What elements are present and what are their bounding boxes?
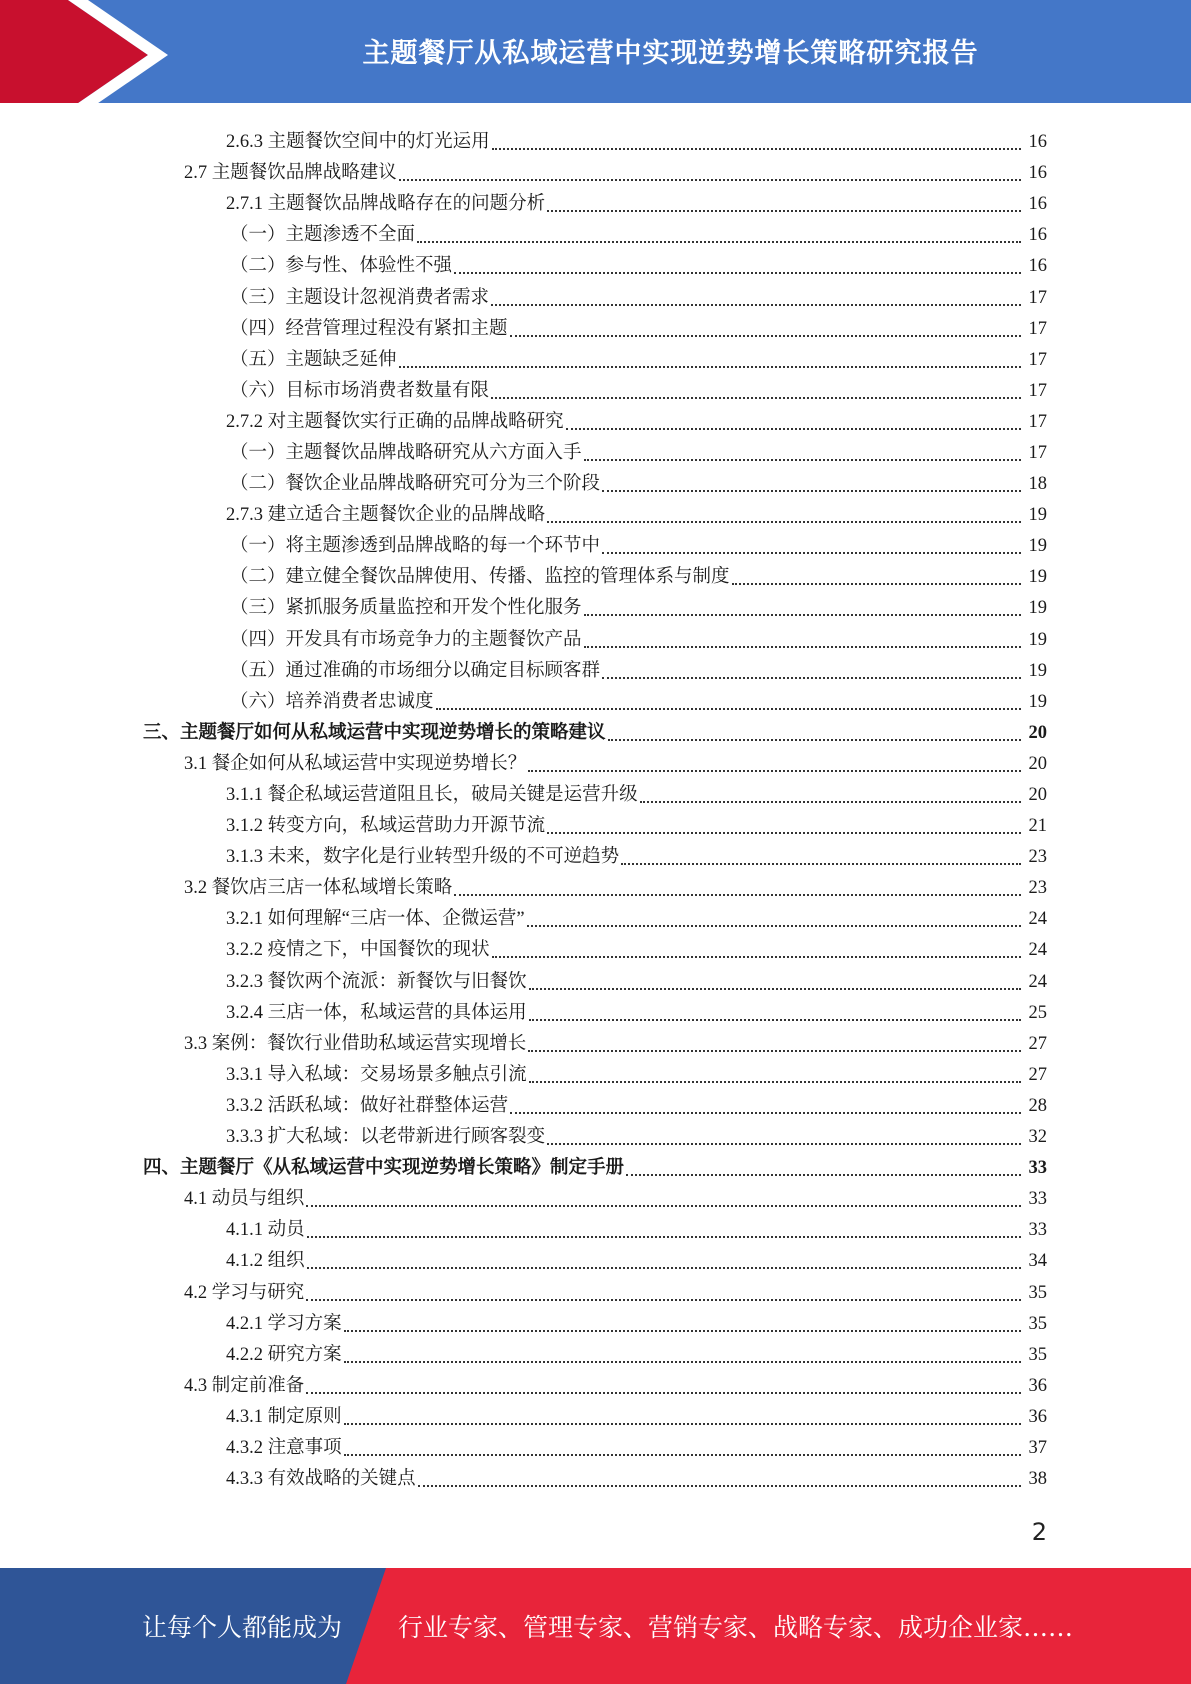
toc-entry-title: 2.7.1 主题餐饮品牌战略存在的问题分析 (226, 194, 546, 215)
toc-entry-title: 3.1.3 未来，数字化是行业转型升级的不可逆趋势 (226, 847, 620, 868)
toc-entry[interactable] (0, 656, 1191, 687)
toc-entry[interactable] (0, 158, 1191, 189)
toc-entry-page: 21 (1028, 816, 1047, 837)
toc-dot-leader (492, 955, 1021, 958)
toc-entry-title: （四）开发具有市场竞争力的主题餐饮产品 (230, 629, 582, 650)
toc-entry[interactable] (0, 1029, 1191, 1060)
toc-entry[interactable] (0, 967, 1191, 998)
toc-dot-leader (584, 458, 1021, 461)
toc-entry-title: 2.7.2 对主题餐饮实行正确的品牌战略研究 (226, 411, 564, 432)
toc-entry-title: （一）主题渗透不全面 (230, 225, 416, 246)
toc-dot-leader (306, 1391, 1021, 1394)
toc-entry-title: 3.3.2 活跃私域：做好社群整体运营 (226, 1095, 509, 1116)
toc-dot-leader (584, 645, 1021, 648)
toc-entry-page: 36 (1028, 1406, 1047, 1427)
toc-entry[interactable] (0, 220, 1191, 251)
toc-entry-title: （三）紧抓服务质量监控和开发个性化服务 (230, 598, 582, 619)
toc-entry-page: 17 (1028, 442, 1047, 463)
toc-dot-leader (626, 1173, 1021, 1176)
toc-entry-page: 20 (1028, 753, 1047, 774)
toc-entry-title: 3.2 餐饮店三店一体私域增长策略 (184, 878, 453, 899)
toc-entry-page: 32 (1028, 1127, 1047, 1148)
toc-entry[interactable] (0, 314, 1191, 345)
toc-entry-page: 18 (1028, 474, 1047, 495)
toc-entry[interactable] (0, 1122, 1191, 1153)
toc-entry-page: 16 (1028, 194, 1047, 215)
toc-dot-leader (454, 893, 1021, 896)
toc-entry[interactable] (0, 625, 1191, 656)
toc-entry-page: 23 (1028, 847, 1047, 868)
toc-entry-page: 35 (1028, 1313, 1047, 1334)
toc-entry[interactable] (0, 904, 1191, 935)
toc-entry-page: 27 (1028, 1033, 1047, 1054)
toc-entry-page: 24 (1028, 971, 1047, 992)
toc-entry-title: （五）主题缺乏延伸 (230, 349, 397, 370)
toc-entry-title: 4.1.2 组织 (226, 1251, 305, 1272)
toc-entry-page: 19 (1028, 567, 1047, 588)
toc-dot-leader (344, 1422, 1021, 1425)
toc-dot-leader (491, 303, 1021, 306)
toc-entry-title: 4.1 动员与组织 (184, 1189, 305, 1210)
page-number: 2 (1031, 1518, 1047, 1546)
page-footer (0, 1568, 1191, 1684)
toc-dot-leader (307, 1235, 1021, 1238)
toc-entry[interactable] (0, 593, 1191, 624)
toc-entry[interactable] (0, 1091, 1191, 1122)
toc-entry-title: 4.3.1 制定原则 (226, 1406, 342, 1427)
toc-entry[interactable] (0, 562, 1191, 593)
table-of-contents (0, 127, 1191, 1495)
toc-entry[interactable] (0, 345, 1191, 376)
toc-entry-title: 4.2.2 研究方案 (226, 1344, 342, 1365)
toc-entry-page: 17 (1028, 287, 1047, 308)
document-title: 主题餐厅从私域运营中实现逆势增长策略研究报告 (362, 37, 979, 69)
toc-entry-page: 36 (1028, 1375, 1047, 1396)
toc-dot-leader (528, 769, 1021, 772)
toc-dot-leader (417, 240, 1021, 243)
toc-dot-leader (602, 551, 1021, 554)
toc-entry[interactable] (0, 1215, 1191, 1246)
toc-entry[interactable] (0, 1464, 1191, 1495)
toc-entry-title: （五）通过准确的市场细分以确定目标顾客群 (230, 660, 601, 681)
toc-entry[interactable] (0, 127, 1191, 158)
toc-entry-title: 3.2.1 如何理解“三店一体、企微运营” (226, 909, 525, 930)
toc-entry-page: 27 (1028, 1064, 1047, 1085)
toc-entry[interactable] (0, 811, 1191, 842)
toc-entry-title: 3.2.4 三店一体，私域运营的具体运用 (226, 1002, 527, 1023)
toc-entry-title: （二）参与性、体验性不强 (230, 256, 453, 277)
toc-entry[interactable] (0, 531, 1191, 562)
toc-dot-leader (608, 738, 1021, 741)
toc-dot-leader (547, 520, 1021, 523)
toc-dot-leader (399, 178, 1021, 181)
toc-entry-page: 16 (1028, 256, 1047, 277)
toc-dot-leader (547, 831, 1021, 834)
toc-dot-leader (454, 271, 1021, 274)
toc-entry[interactable] (0, 376, 1191, 407)
toc-entry-title: 3.1.2 转变方向，私域运营助力开源节流 (226, 816, 546, 837)
toc-dot-leader (307, 1266, 1021, 1269)
toc-dot-leader (436, 707, 1021, 710)
toc-entry[interactable] (0, 998, 1191, 1029)
toc-dot-leader (510, 334, 1021, 337)
toc-dot-leader (584, 613, 1021, 616)
toc-entry-page: 17 (1028, 411, 1047, 432)
toc-entry-title: 4.3.3 有效战略的关键点 (226, 1469, 416, 1490)
toc-entry[interactable] (0, 842, 1191, 873)
toc-entry-page: 33 (1028, 1158, 1047, 1179)
toc-entry-page: 19 (1028, 691, 1047, 712)
toc-entry-page: 19 (1028, 505, 1047, 526)
toc-entry-title: 2.6.3 主题餐饮空间中的灯光运用 (226, 132, 490, 153)
toc-entry-title: （六）目标市场消费者数量有限 (230, 380, 490, 401)
toc-entry[interactable] (0, 1402, 1191, 1433)
toc-dot-leader (306, 1298, 1021, 1301)
toc-dot-leader (528, 1049, 1021, 1052)
toc-entry-page: 16 (1028, 132, 1047, 153)
toc-entry[interactable] (0, 407, 1191, 438)
toc-entry[interactable] (0, 1060, 1191, 1091)
toc-dot-leader (602, 676, 1021, 679)
toc-dot-leader (344, 1360, 1021, 1363)
toc-entry[interactable] (0, 469, 1191, 500)
toc-dot-leader (529, 1080, 1021, 1083)
toc-entry-title: （二）建立健全餐饮品牌使用、传播、监控的管理体系与制度 (230, 567, 730, 588)
footer-slogan-left: 让每个人都能成为 (142, 1613, 343, 1642)
toc-entry-page: 23 (1028, 878, 1047, 899)
toc-entry-page: 17 (1028, 318, 1047, 339)
toc-entry-page: 19 (1028, 629, 1047, 650)
toc-entry[interactable] (0, 500, 1191, 531)
toc-dot-leader (344, 1329, 1021, 1332)
toc-entry-page: 17 (1028, 349, 1047, 370)
toc-dot-leader (418, 1484, 1021, 1487)
toc-entry-page: 20 (1028, 722, 1047, 743)
toc-entry-page: 20 (1028, 785, 1047, 806)
toc-entry-page: 19 (1028, 598, 1047, 619)
toc-entry-title: 2.7.3 建立适合主题餐饮企业的品牌战略 (226, 505, 546, 526)
toc-dot-leader (491, 396, 1021, 399)
toc-entry[interactable] (0, 780, 1191, 811)
toc-entry-page: 19 (1028, 536, 1047, 557)
footer-slogan-right: 行业专家、管理专家、营销专家、战略专家、成功企业家…… (398, 1613, 1074, 1642)
toc-entry[interactable] (0, 1433, 1191, 1464)
toc-dot-leader (547, 209, 1021, 212)
toc-entry[interactable] (0, 718, 1191, 749)
toc-entry-page: 25 (1028, 1002, 1047, 1023)
toc-entry[interactable] (0, 1309, 1191, 1340)
toc-entry[interactable] (0, 189, 1191, 220)
toc-dot-leader (344, 1453, 1021, 1456)
toc-entry-title: 3.2.3 餐饮两个流派：新餐饮与旧餐饮 (226, 971, 527, 992)
toc-entry[interactable] (0, 1371, 1191, 1402)
page-header (0, 0, 1191, 110)
toc-dot-leader (399, 365, 1021, 368)
toc-entry-title: （四）经营管理过程没有紧扣主题 (230, 318, 508, 339)
toc-entry-page: 16 (1028, 163, 1047, 184)
toc-dot-leader (602, 489, 1021, 492)
toc-entry-page: 37 (1028, 1437, 1047, 1458)
toc-entry-title: 4.2.1 学习方案 (226, 1313, 342, 1334)
toc-entry-page: 33 (1028, 1220, 1047, 1241)
toc-entry[interactable] (0, 1246, 1191, 1277)
toc-entry[interactable] (0, 251, 1191, 282)
toc-entry-title: 4.3 制定前准备 (184, 1375, 305, 1396)
toc-entry-title: 3.3.3 扩大私域：以老带新进行顾客裂变 (226, 1127, 546, 1148)
toc-dot-leader (529, 1018, 1021, 1021)
toc-dot-leader (306, 1204, 1021, 1207)
toc-entry-title: （三）主题设计忽视消费者需求 (230, 287, 490, 308)
toc-entry[interactable] (0, 282, 1191, 313)
toc-entry-title: 3.1.1 餐企私域运营道阻且长，破局关键是运营升级 (226, 785, 638, 806)
toc-dot-leader (492, 147, 1021, 150)
toc-entry-page: 34 (1028, 1251, 1047, 1272)
toc-entry-page: 24 (1028, 940, 1047, 961)
toc-entry-title: 3.1 餐企如何从私域运营中实现逆势增长？ (184, 753, 527, 774)
toc-entry[interactable] (0, 1340, 1191, 1371)
toc-dot-leader (547, 1142, 1021, 1145)
toc-entry-title: 2.7 主题餐饮品牌战略建议 (184, 163, 397, 184)
toc-entry[interactable] (0, 1153, 1191, 1184)
toc-entry[interactable] (0, 935, 1191, 966)
toc-dot-leader (621, 862, 1021, 865)
toc-entry-title: 三、主题餐厅如何从私域运营中实现逆势增长的策略建议 (143, 722, 606, 743)
toc-entry[interactable] (0, 749, 1191, 780)
toc-dot-leader (566, 427, 1021, 430)
toc-dot-leader (732, 582, 1021, 585)
toc-dot-leader (640, 800, 1021, 803)
toc-entry-title: （一）将主题渗透到品牌战略的每一个环节中 (230, 536, 601, 557)
toc-dot-leader (510, 1111, 1021, 1114)
toc-entry-page: 16 (1028, 225, 1047, 246)
toc-entry-page: 33 (1028, 1189, 1047, 1210)
toc-entry-title: （二）餐饮企业品牌战略研究可分为三个阶段 (230, 474, 601, 495)
toc-dot-leader (529, 987, 1021, 990)
toc-dot-leader (527, 924, 1021, 927)
toc-entry-title: 3.2.2 疫情之下，中国餐饮的现状 (226, 940, 490, 961)
toc-entry-title: （六）培养消费者忠诚度 (230, 691, 434, 712)
toc-entry-page: 35 (1028, 1282, 1047, 1303)
toc-entry-title: 4.3.2 注意事项 (226, 1437, 342, 1458)
toc-entry-page: 35 (1028, 1344, 1047, 1365)
toc-entry[interactable] (0, 1277, 1191, 1308)
toc-entry-page: 38 (1028, 1469, 1047, 1490)
toc-entry-page: 19 (1028, 660, 1047, 681)
toc-entry-title: 四、主题餐厅《从私域运营中实现逆势增长策略》制定手册 (143, 1158, 625, 1179)
toc-entry[interactable] (0, 1184, 1191, 1215)
toc-entry-title: 4.1.1 动员 (226, 1220, 305, 1241)
toc-entry-title: 3.3.1 导入私域：交易场景多触点引流 (226, 1064, 527, 1085)
toc-entry[interactable] (0, 873, 1191, 904)
toc-entry[interactable] (0, 438, 1191, 469)
toc-entry-page: 17 (1028, 380, 1047, 401)
toc-entry-title: 4.2 学习与研究 (184, 1282, 305, 1303)
toc-entry-title: 3.3 案例：餐饮行业借助私域运营实现增长 (184, 1033, 527, 1054)
toc-entry-page: 24 (1028, 909, 1047, 930)
toc-entry-page: 28 (1028, 1095, 1047, 1116)
toc-entry-title: （一）主题餐饮品牌战略研究从六方面入手 (230, 442, 582, 463)
toc-entry[interactable] (0, 687, 1191, 718)
